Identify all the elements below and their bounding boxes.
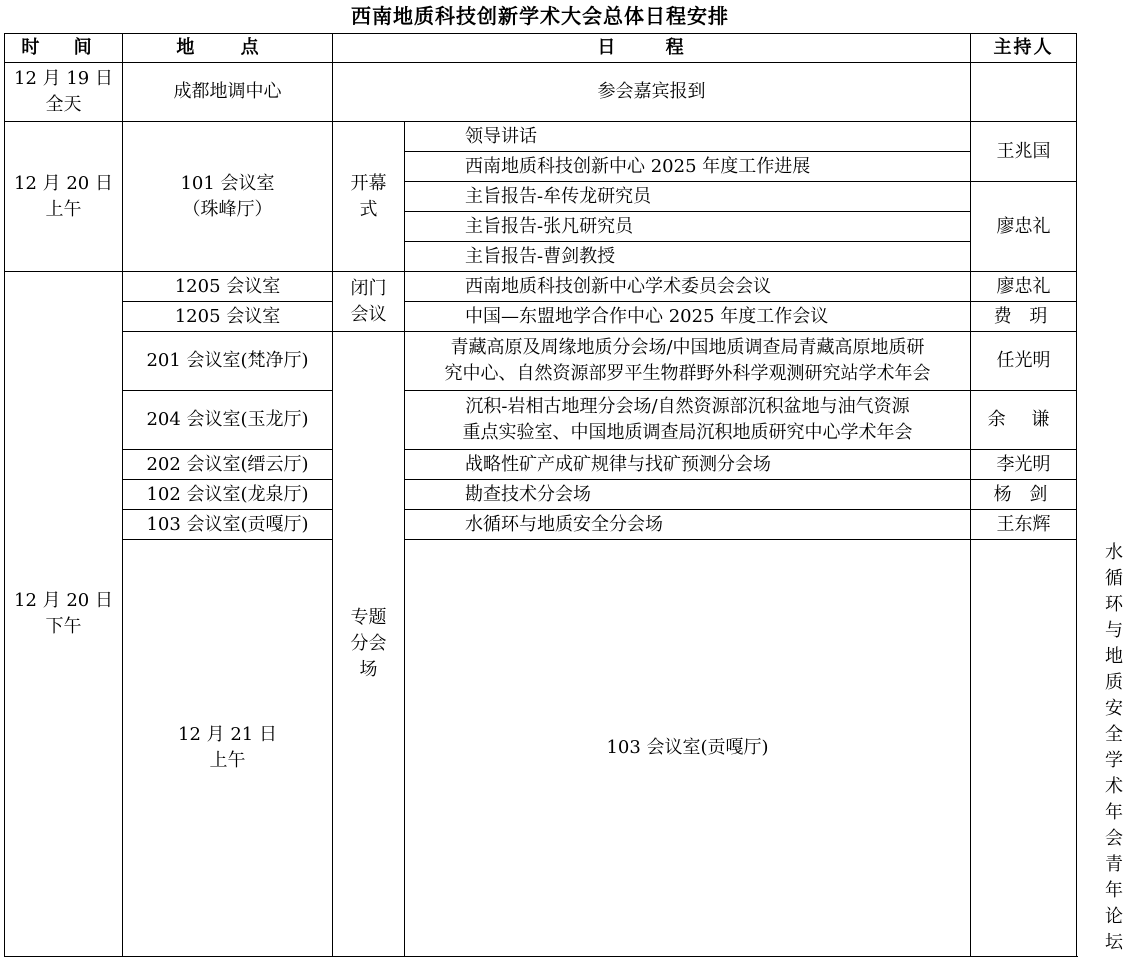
time-date: 12 月 20 日 xyxy=(14,590,113,611)
schedule-item-line: 青藏高原及周缘地质分会场/中国地质调查局青藏高原地质研 xyxy=(450,337,925,358)
schedule-item: 主旨报告-张凡研究员 xyxy=(405,212,971,242)
time-period: 上午 xyxy=(45,198,82,220)
schedule-item: 勘查技术分会场 xyxy=(405,480,971,510)
table-row xyxy=(5,63,1077,122)
place-cell: 202 会议室(缙云厅) xyxy=(123,450,333,480)
place-room: 101 会议室 xyxy=(180,172,275,194)
session-cell xyxy=(333,332,405,957)
time-period: 上午 xyxy=(209,750,246,771)
place-cell: 204 会议室(玉龙厅) xyxy=(123,391,333,450)
host-cell: 王兆国 xyxy=(971,122,1077,182)
header-host: 主持人 xyxy=(971,34,1077,63)
table-row xyxy=(5,510,1077,540)
host-cell: 廖忠礼 xyxy=(971,272,1077,302)
table-row xyxy=(5,450,1077,480)
table-row xyxy=(5,540,1077,957)
session-label: 开幕 xyxy=(350,172,387,194)
place-cell xyxy=(123,122,333,272)
place-cell: 成都地调中心 xyxy=(123,63,333,122)
schedule-item: 参会嘉宾报到 xyxy=(333,63,971,122)
place-cell: 201 会议室(梵净厅) xyxy=(123,332,333,391)
schedule-item: 主旨报告-曹剑教授 xyxy=(405,242,971,272)
schedule-item xyxy=(405,332,971,391)
table-row xyxy=(5,480,1077,510)
schedule-item: 水循环与地质安全分会场 xyxy=(405,510,971,540)
time-period: 全天 xyxy=(45,94,82,115)
schedule-item-line: 沉积-岩相古地理分会场/自然资源部沉积盆地与油气资源 xyxy=(465,396,910,417)
schedule-item-line: 重点实验室、中国地质调查局沉积地质研究中心学术年会 xyxy=(462,422,913,443)
host-cell: 李光明 xyxy=(971,450,1077,480)
table-row xyxy=(5,302,1077,332)
schedule-item xyxy=(405,391,971,450)
session-label: 场 xyxy=(359,659,378,680)
place-cell: 1205 会议室 xyxy=(123,302,333,332)
place-hall: （珠峰厅） xyxy=(182,198,273,220)
time-cell xyxy=(5,122,123,272)
time-cell xyxy=(5,63,123,122)
host-cell xyxy=(971,63,1077,122)
session-label: 式 xyxy=(359,198,378,220)
table-row xyxy=(5,272,1077,302)
schedule-item: 战略性矿产成矿规律与找矿预测分会场 xyxy=(405,450,971,480)
place-cell: 103 会议室(贡嘎厅) xyxy=(405,540,971,957)
header-time: 时 间 xyxy=(5,34,123,63)
place-cell: 102 会议室(龙泉厅) xyxy=(123,480,333,510)
document-title: 西南地质科技创新学术大会总体日程安排 xyxy=(351,4,729,28)
schedule-item-line: 究中心、自然资源部罗平生物群野外科学观测研究站学术年会 xyxy=(444,363,931,384)
host-cell: 杨 剑 xyxy=(971,480,1077,510)
session-label: 分会 xyxy=(350,633,387,654)
session-label: 闭门 xyxy=(350,277,387,299)
table-row xyxy=(5,391,1077,450)
table-row xyxy=(5,332,1077,391)
header-place: 地 点 xyxy=(123,34,333,63)
time-period: 下午 xyxy=(45,616,82,637)
schedule-item: 中国—东盟地学合作中心 2025 年度工作会议 xyxy=(405,302,971,332)
header-schedule: 日 程 xyxy=(333,34,971,63)
session-cell xyxy=(333,122,405,272)
schedule-table xyxy=(4,33,1123,957)
host-cell: 任光明 xyxy=(971,332,1077,391)
host-cell: 费 玥 xyxy=(971,302,1077,332)
time-date: 12 月 21 日 xyxy=(178,724,277,745)
session-label: 专题 xyxy=(350,607,387,628)
host-cell: 王东辉 xyxy=(971,510,1077,540)
schedule-item: 西南地质科技创新中心 2025 年度工作进展 xyxy=(405,152,971,182)
time-cell xyxy=(123,540,333,957)
schedule-item: 水循环与地质安全学术年会青年论坛 xyxy=(971,540,1077,957)
host-cell: 廖忠礼 xyxy=(971,182,1077,272)
place-cell: 103 会议室(贡嘎厅) xyxy=(123,510,333,540)
session-label: 会议 xyxy=(350,303,387,325)
table-row xyxy=(5,122,1077,152)
schedule-item: 领导讲话 xyxy=(405,122,971,152)
schedule-item: 主旨报告-牟传龙研究员 xyxy=(405,182,971,212)
header-row xyxy=(5,34,1077,63)
place-cell: 1205 会议室 xyxy=(123,272,333,302)
session-cell xyxy=(333,272,405,332)
time-date: 12 月 20 日 xyxy=(14,172,113,194)
time-cell xyxy=(5,272,123,957)
host-cell: 余 谦 xyxy=(971,391,1077,450)
schedule-item: 西南地质科技创新中心学术委员会会议 xyxy=(405,272,971,302)
time-date: 12 月 19 日 xyxy=(14,68,113,89)
